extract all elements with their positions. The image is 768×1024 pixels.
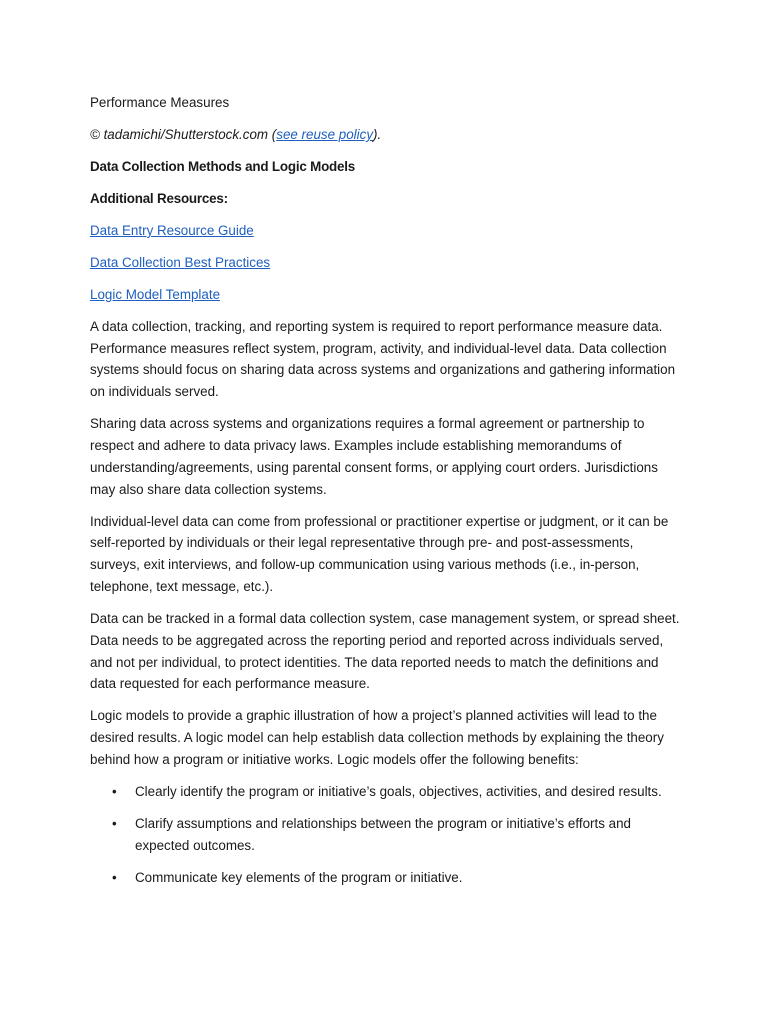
document-body — [90, 92, 680, 899]
resource-link-item — [90, 252, 680, 274]
list-item-text: Communicate key elements of the program or initiative. — [135, 869, 463, 885]
section-heading: Data Collection Methods and Logic Models — [90, 158, 356, 174]
paragraph-data-tracking: Data can be tracked in a formal data collection system, case management system, or spread sheet. Data needs to be aggregated across the reporting period and reported across individuals served, and not per individual, to protect identities. The data reported needs to match the definitions and data requested for each performance measure. — [90, 611, 680, 692]
logic-model-template-link[interactable]: Logic Model Template — [90, 286, 221, 302]
credit-prefix: © tadamichi/Shutterstock.com ( — [90, 126, 277, 142]
resource-link-item — [90, 284, 680, 306]
paragraph-individual-data: Individual-level data can come from professional or practitioner expertise or judgment, or it can be self-reported by individuals or their legal representative through pre- and post-assessments, surveys, exit interviews, and follow-up communication using various methods (i.e., in-person, telephone, text message, etc.). — [90, 513, 669, 595]
data-entry-guide-link[interactable]: Data Entry Resource Guide — [90, 222, 254, 238]
list-item — [90, 781, 680, 803]
list-item-text: Clearly identify the program or initiative’s goals, objectives, activities, and desired results. — [135, 783, 662, 799]
paragraph-data-sharing: Sharing data across systems and organizations requires a formal agreement or partnership to respect and adhere to data privacy laws. Examples include establishing memorandums of understanding/agreements, using parental consent forms, or applying court orders. Jurisdictions may also share data collection systems. — [90, 416, 658, 497]
bullet-icon: • — [112, 815, 117, 831]
credit-suffix: ). — [373, 126, 382, 142]
bullet-icon: • — [112, 783, 117, 799]
list-item — [90, 867, 680, 889]
bullet-icon: • — [112, 869, 117, 885]
paragraph-data-system: A data collection, tracking, and reporting system is required to report performance measure data. Performance measures reflect system, program, activity, and individual-level data. Data collection systems should focus on sharing data across systems and organizations and gathering information on individuals served. — [90, 318, 676, 400]
resources-heading: Additional Resources: — [90, 190, 228, 206]
resource-link-item — [90, 220, 680, 242]
list-item-text: Clarify assumptions and relationships between the program or initiative’s efforts and expected outcomes. — [135, 815, 631, 853]
list-item — [90, 813, 680, 857]
data-collection-best-practices-link[interactable]: Data Collection Best Practices — [90, 254, 271, 270]
reuse-policy-link[interactable]: see reuse policy — [276, 126, 374, 142]
image-credit — [90, 124, 680, 146]
paragraph-logic-models: Logic models to provide a graphic illustration of how a project’s planned activities will lead to the desired results. A logic model can help establish data collection methods by explaining the theory behind how a program or initiative works. Logic models offer the following benefits: — [90, 708, 664, 767]
document-title: Performance Measures — [90, 95, 230, 110]
benefits-list — [90, 781, 680, 889]
